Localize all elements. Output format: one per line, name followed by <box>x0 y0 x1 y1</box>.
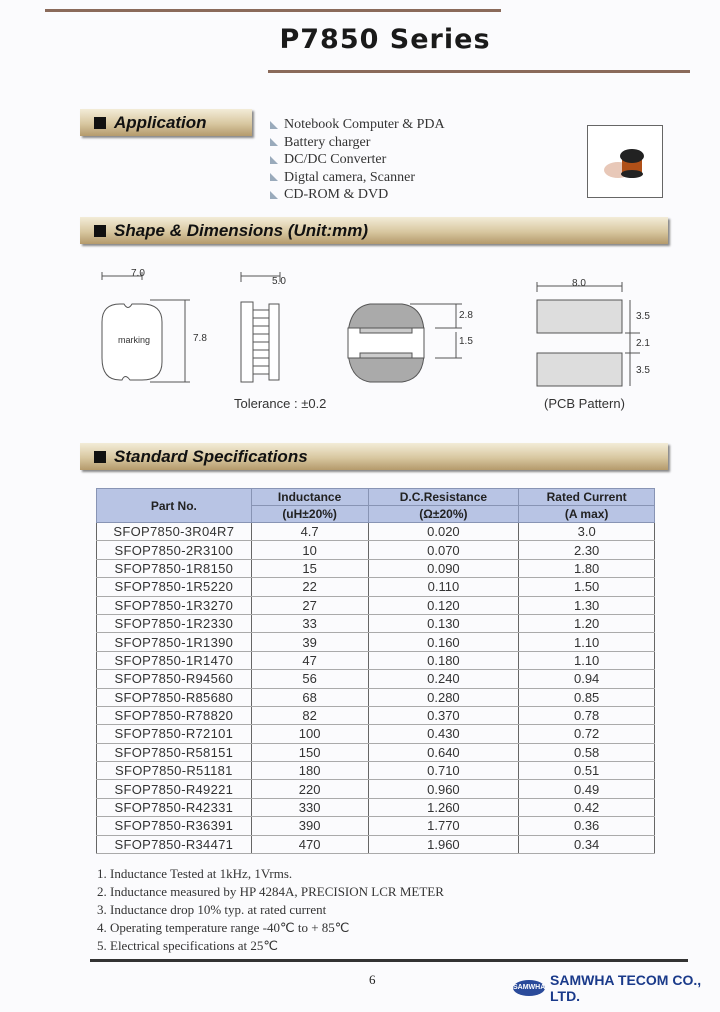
part-no-cell: SFOP7850-R78820 <box>97 706 252 724</box>
dc-resistance-cell: 0.130 <box>368 614 519 632</box>
part-no-cell: SFOP7850-1R2330 <box>97 614 252 632</box>
part-no-cell: SFOP7850-1R1390 <box>97 633 252 651</box>
dc-resistance-cell: 0.070 <box>368 541 519 559</box>
part-no-cell: SFOP7850-R49221 <box>97 780 252 798</box>
dc-resistance-cell: 1.260 <box>368 798 519 816</box>
dc-resistance-cell: 1.770 <box>368 817 519 835</box>
rated-current-cell: 1.10 <box>519 633 655 651</box>
dc-resistance-cell: 0.640 <box>368 743 519 761</box>
bullet-icon <box>270 121 278 129</box>
company-logo <box>513 972 720 1004</box>
rated-current-cell: 0.85 <box>519 688 655 706</box>
bullet-icon <box>270 191 278 199</box>
dc-resistance-cell: 0.240 <box>368 670 519 688</box>
part-no-cell: SFOP7850-R58151 <box>97 743 252 761</box>
table-row <box>97 817 655 835</box>
specifications-table <box>96 488 655 854</box>
inductance-cell: 15 <box>251 559 368 577</box>
application-list <box>270 116 445 204</box>
table-row <box>97 743 655 761</box>
dc-resistance-cell: 0.370 <box>368 706 519 724</box>
dc-resistance-cell: 0.280 <box>368 688 519 706</box>
note: 1. Inductance Tested at 1kHz, 1Vrms. <box>97 866 293 881</box>
table-row <box>97 835 655 853</box>
list-item: CD-ROM & DVD <box>270 186 445 204</box>
inductance-cell: 56 <box>251 670 368 688</box>
header-current: Rated Current <box>519 489 655 506</box>
rated-current-cell: 1.20 <box>519 614 655 632</box>
note: 4. Operating temperature range -40℃ to + 85℃ <box>97 920 350 935</box>
part-no-cell: SFOP7850-R51181 <box>97 762 252 780</box>
rated-current-cell: 1.30 <box>519 596 655 614</box>
part-no-cell: SFOP7850-2R3100 <box>97 541 252 559</box>
dc-resistance-cell: 0.180 <box>368 651 519 669</box>
table-row <box>97 670 655 688</box>
header-current-unit: (A max) <box>519 506 655 523</box>
table-row <box>97 578 655 596</box>
table-row <box>97 725 655 743</box>
table-row <box>97 651 655 669</box>
list-item: Notebook Computer & PDA <box>270 116 445 134</box>
tolerance-label: Tolerance : ±0.2 <box>234 396 327 411</box>
inductance-cell: 39 <box>251 633 368 651</box>
dc-resistance-cell: 0.160 <box>368 633 519 651</box>
front-width-label: 7.0 <box>131 268 145 279</box>
bottom-gap-label: 1.5 <box>459 336 473 347</box>
page-title: P7850 Series <box>279 24 491 55</box>
part-no-cell: SFOP7850-R42331 <box>97 798 252 816</box>
notes-list <box>97 865 444 955</box>
inductance-cell: 27 <box>251 596 368 614</box>
dc-resistance-cell: 0.090 <box>368 559 519 577</box>
note: 3. Inductance drop 10% typ. at rated current <box>97 902 327 917</box>
part-no-cell: SFOP7850-R36391 <box>97 817 252 835</box>
rated-current-cell: 1.10 <box>519 651 655 669</box>
bullet-icon <box>270 138 278 146</box>
shape-heading: Shape & Dimensions (Unit:mm) <box>80 217 668 244</box>
header-inductance-unit: (uH±20%) <box>251 506 368 523</box>
title-rule <box>268 70 690 73</box>
company-name: SAMWHA TECOM CO., LTD. <box>550 972 702 1004</box>
rated-current-cell: 0.58 <box>519 743 655 761</box>
product-photo <box>587 125 663 198</box>
table-row <box>97 762 655 780</box>
side-width-label: 5.0 <box>272 276 286 287</box>
rated-current-cell: 0.51 <box>519 762 655 780</box>
pcb-width-label: 8.0 <box>572 278 586 289</box>
rated-current-cell: 1.80 <box>519 559 655 577</box>
rated-current-cell: 0.49 <box>519 780 655 798</box>
bullet-icon <box>270 173 278 181</box>
table-row <box>97 559 655 577</box>
rated-current-cell: 3.0 <box>519 523 655 541</box>
list-item: Battery charger <box>270 134 445 152</box>
rated-current-cell: 0.78 <box>519 706 655 724</box>
rated-current-cell: 0.36 <box>519 817 655 835</box>
page-number: 6 <box>369 972 376 987</box>
table-row <box>97 596 655 614</box>
rated-current-cell: 0.72 <box>519 725 655 743</box>
part-no-cell: SFOP7850-1R8150 <box>97 559 252 577</box>
table-row <box>97 688 655 706</box>
inductance-cell: 220 <box>251 780 368 798</box>
part-no-cell: SFOP7850-R72101 <box>97 725 252 743</box>
dc-resistance-cell: 0.430 <box>368 725 519 743</box>
inductance-cell: 180 <box>251 762 368 780</box>
table-row <box>97 541 655 559</box>
dc-resistance-cell: 0.020 <box>368 523 519 541</box>
inductance-cell: 68 <box>251 688 368 706</box>
table-row <box>97 523 655 541</box>
table-row <box>97 780 655 798</box>
rated-current-cell: 2.30 <box>519 541 655 559</box>
pcb-gap-label: 2.1 <box>636 338 650 349</box>
samwha-logo-icon: SAMWHA <box>513 980 545 996</box>
inductance-cell: 330 <box>251 798 368 816</box>
part-no-cell: SFOP7850-R94560 <box>97 670 252 688</box>
inductance-cell: 82 <box>251 706 368 724</box>
dimension-drawings <box>90 262 680 392</box>
inductance-cell: 470 <box>251 835 368 853</box>
part-no-cell: SFOP7850-R85680 <box>97 688 252 706</box>
footer-rule <box>90 959 688 962</box>
table-row <box>97 706 655 724</box>
pcb-pad1-label: 3.5 <box>636 311 650 322</box>
note: 2. Inductance measured by HP 4284A, PRECISION LCR METER <box>97 884 444 899</box>
inductance-cell: 150 <box>251 743 368 761</box>
dc-resistance-cell: 0.110 <box>368 578 519 596</box>
inductance-cell: 390 <box>251 817 368 835</box>
header-inductance: Inductance <box>251 489 368 506</box>
specs-heading: Standard Specifications <box>80 443 668 470</box>
rated-current-cell: 1.50 <box>519 578 655 596</box>
dc-resistance-cell: 0.120 <box>368 596 519 614</box>
header-dcr: D.C.Resistance <box>368 489 519 506</box>
rated-current-cell: 0.34 <box>519 835 655 853</box>
inductance-cell: 4.7 <box>251 523 368 541</box>
table-row <box>97 633 655 651</box>
list-item: Digtal camera, Scanner <box>270 169 445 187</box>
rated-current-cell: 0.42 <box>519 798 655 816</box>
bottom-upper-label: 2.8 <box>459 310 473 321</box>
table-row <box>97 614 655 632</box>
pcb-pad2-label: 3.5 <box>636 365 650 376</box>
front-height-label: 7.8 <box>193 333 207 344</box>
bullet-icon <box>270 156 278 164</box>
part-no-cell: SFOP7850-R34471 <box>97 835 252 853</box>
inductance-cell: 100 <box>251 725 368 743</box>
note: 5. Electrical specifications at 25℃ <box>97 938 279 953</box>
part-no-cell: SFOP7850-3R04R7 <box>97 523 252 541</box>
dc-resistance-cell: 1.960 <box>368 835 519 853</box>
rated-current-cell: 0.94 <box>519 670 655 688</box>
part-no-cell: SFOP7850-1R1470 <box>97 651 252 669</box>
table-row <box>97 798 655 816</box>
header-part-no: Part No. <box>97 489 252 523</box>
top-rule <box>45 9 501 12</box>
pcb-pattern-label: (PCB Pattern) <box>544 396 625 411</box>
inductance-cell: 33 <box>251 614 368 632</box>
application-heading: Application <box>80 109 252 136</box>
dc-resistance-cell: 0.710 <box>368 762 519 780</box>
dc-resistance-cell: 0.960 <box>368 780 519 798</box>
header-dcr-unit: (Ω±20%) <box>368 506 519 523</box>
part-no-cell: SFOP7850-1R3270 <box>97 596 252 614</box>
list-item: DC/DC Converter <box>270 151 445 169</box>
part-no-cell: SFOP7850-1R5220 <box>97 578 252 596</box>
inductance-cell: 10 <box>251 541 368 559</box>
marking-label: marking <box>118 335 151 345</box>
inductance-cell: 22 <box>251 578 368 596</box>
inductance-cell: 47 <box>251 651 368 669</box>
